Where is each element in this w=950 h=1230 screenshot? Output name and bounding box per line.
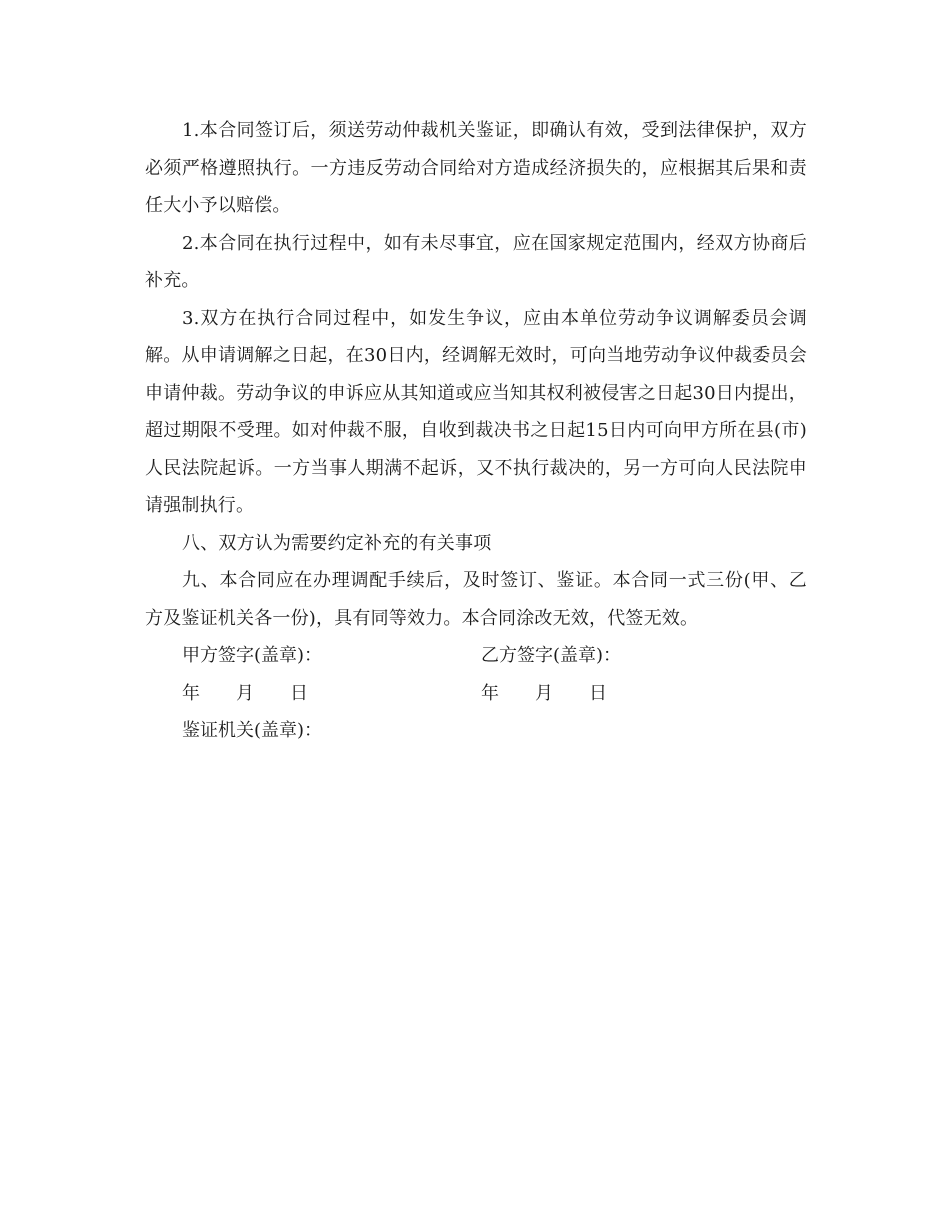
party-b-date: 年 月 日 <box>481 682 607 704</box>
paragraph-supplement: 2.本合同在执行过程中，如有未尽事宜，应在国家规定范围内，经双方协商后补充。 <box>145 232 807 291</box>
paragraph-additional-matters: 八、双方认为需要约定补充的有关事项 <box>182 532 492 554</box>
signature-row <box>145 637 807 675</box>
paragraph-dispute: 3.双方在执行合同过程中，如发生争议，应由本单位劳动争议调解委员会调解。从申请调解之日起，在30日内，经调解无效时，可向当地劳动争议仲裁委员会申请仲裁。劳动争议的申诉应从其知道或应当知其权利被侵害之日起30日内提出，超过期限不受理。如对仲裁不服，自收到裁决书之日起15日内可向甲方所在县(市)人民法院起诉。一方当事人期满不起诉，又不执行裁决的，另一方可向人民法院申请强制执行。 <box>145 307 807 516</box>
party-a-signature-label: 甲方签字(盖章)： <box>182 645 323 666</box>
date-row <box>145 675 807 713</box>
document-page <box>145 112 807 750</box>
authority-row <box>145 712 807 750</box>
party-a-date: 年 月 日 <box>182 682 308 704</box>
paragraph-signing: 九、本合同应在办理调配手续后，及时签订、鉴证。本合同一式三份(甲、乙方及鉴证机关各一份)，具有同等效力。本合同涂改无效，代签无效。 <box>145 570 807 629</box>
party-b-signature-label: 乙方签字(盖章)： <box>481 645 622 666</box>
paragraph-contract-effect: 1.本合同签订后，须送劳动仲裁机关鉴证，即确认有效，受到法律保护，双方必须严格遵照执行。一方违反劳动合同给对方造成经济损失的，应根据其后果和责任大小予以赔偿。 <box>145 120 807 216</box>
authority-seal-label: 鉴证机关(盖章)： <box>182 720 323 741</box>
